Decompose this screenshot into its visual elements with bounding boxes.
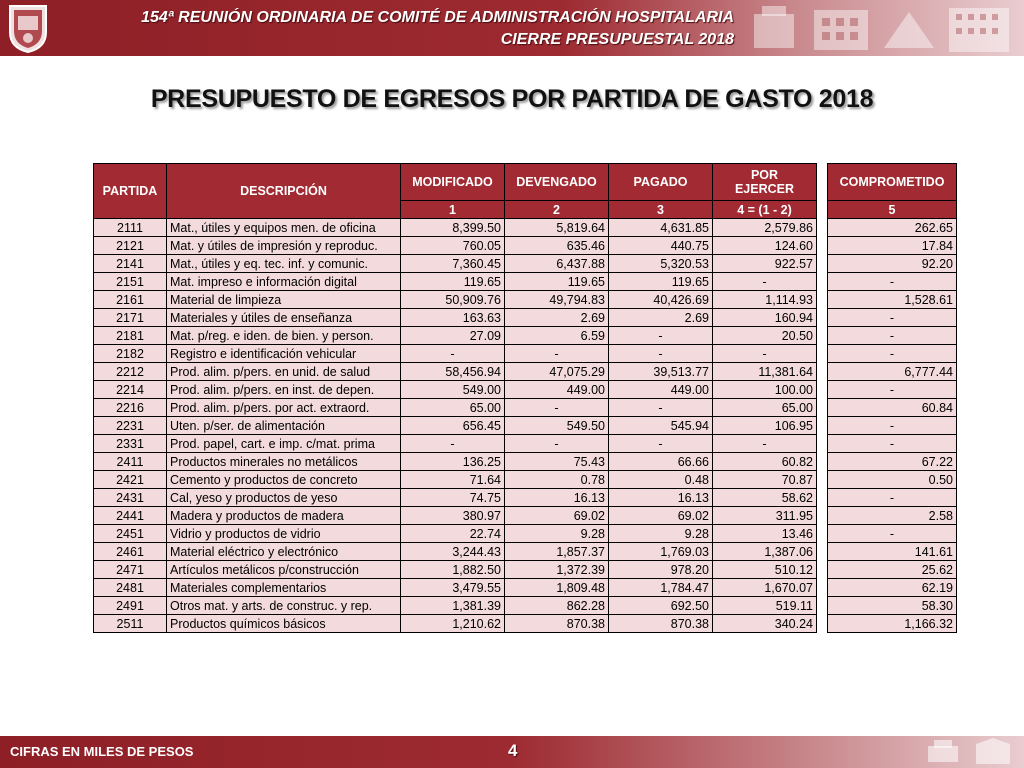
modificado-cell: - <box>401 435 505 453</box>
descripcion-cell: Uten. p/ser. de alimentación <box>167 417 401 435</box>
por-ejercer-cell: 160.94 <box>713 309 817 327</box>
devengado-cell: 549.50 <box>505 417 609 435</box>
modificado-cell: 1,882.50 <box>401 561 505 579</box>
partida-cell: 2111 <box>94 219 167 237</box>
devengado-cell: 69.02 <box>505 507 609 525</box>
devengado-cell: 449.00 <box>505 381 609 399</box>
column-gap <box>817 164 828 219</box>
column-gap <box>817 237 828 255</box>
column-gap <box>817 471 828 489</box>
partida-cell: 2471 <box>94 561 167 579</box>
descripcion-cell: Registro e identificación vehicular <box>167 345 401 363</box>
devengado-cell: 16.13 <box>505 489 609 507</box>
devengado-cell: 635.46 <box>505 237 609 255</box>
devengado-cell: 1,372.39 <box>505 561 609 579</box>
comprometido-cell: 262.65 <box>828 219 957 237</box>
header-band <box>0 0 1024 56</box>
por-ejercer-cell: 510.12 <box>713 561 817 579</box>
column-gap <box>817 291 828 309</box>
table-row <box>94 435 957 453</box>
column-gap <box>817 435 828 453</box>
header-partida: PARTIDA <box>94 164 167 219</box>
comprometido-cell: 58.30 <box>828 597 957 615</box>
devengado-cell: - <box>505 345 609 363</box>
partida-cell: 2331 <box>94 435 167 453</box>
pagado-cell: 440.75 <box>609 237 713 255</box>
comprometido-cell: - <box>828 345 957 363</box>
por-ejercer-cell: - <box>713 345 817 363</box>
devengado-cell: 47,075.29 <box>505 363 609 381</box>
modificado-cell: 65.00 <box>401 399 505 417</box>
modificado-cell: 136.25 <box>401 453 505 471</box>
column-gap <box>817 381 828 399</box>
institution-logos-icon <box>914 736 1024 768</box>
budget-table <box>93 163 957 633</box>
partida-cell: 2481 <box>94 579 167 597</box>
por-ejercer-cell: 11,381.64 <box>713 363 817 381</box>
table-row <box>94 417 957 435</box>
por-ejercer-cell: 65.00 <box>713 399 817 417</box>
hospital-collage-icon <box>734 0 1024 56</box>
modificado-cell: 656.45 <box>401 417 505 435</box>
partida-cell: 2451 <box>94 525 167 543</box>
modificado-cell: 27.09 <box>401 327 505 345</box>
pagado-cell: 69.02 <box>609 507 713 525</box>
table-row <box>94 453 957 471</box>
header-comprometido: COMPROMETIDO <box>828 164 957 201</box>
pagado-cell: 119.65 <box>609 273 713 291</box>
por-ejercer-cell: 70.87 <box>713 471 817 489</box>
subheader-2: 2 <box>505 201 609 219</box>
por-ejercer-cell: - <box>713 435 817 453</box>
page-title: PRESUPUESTO DE EGRESOS POR PARTIDA DE GASTO 2018 <box>150 85 874 113</box>
pagado-cell: 40,426.69 <box>609 291 713 309</box>
partida-cell: 2431 <box>94 489 167 507</box>
descripcion-cell: Material de limpieza <box>167 291 401 309</box>
modificado-cell: 50,909.76 <box>401 291 505 309</box>
partida-cell: 2151 <box>94 273 167 291</box>
pagado-cell: 66.66 <box>609 453 713 471</box>
column-gap <box>817 363 828 381</box>
comprometido-cell: 25.62 <box>828 561 957 579</box>
subheader-5: 5 <box>828 201 957 219</box>
header-descripcion: DESCRIPCIÓN <box>167 164 401 219</box>
devengado-cell: 9.28 <box>505 525 609 543</box>
por-ejercer-cell: 20.50 <box>713 327 817 345</box>
table-row <box>94 597 957 615</box>
modificado-cell: 1,210.62 <box>401 615 505 633</box>
comprometido-cell: 60.84 <box>828 399 957 417</box>
devengado-cell: 6.59 <box>505 327 609 345</box>
modificado-cell: - <box>401 345 505 363</box>
partida-cell: 2216 <box>94 399 167 417</box>
pagado-cell: 449.00 <box>609 381 713 399</box>
por-ejercer-cell: 124.60 <box>713 237 817 255</box>
por-ejercer-cell: 100.00 <box>713 381 817 399</box>
pagado-cell: - <box>609 345 713 363</box>
comprometido-cell: 141.61 <box>828 543 957 561</box>
por-ejercer-cell: 13.46 <box>713 525 817 543</box>
column-gap <box>817 273 828 291</box>
partida-cell: 2214 <box>94 381 167 399</box>
partida-cell: 2171 <box>94 309 167 327</box>
descripcion-cell: Cal, yeso y productos de yeso <box>167 489 401 507</box>
devengado-cell: - <box>505 435 609 453</box>
subheader-1: 1 <box>401 201 505 219</box>
partida-cell: 2161 <box>94 291 167 309</box>
modificado-cell: 1,381.39 <box>401 597 505 615</box>
table-row <box>94 507 957 525</box>
por-ejercer-cell: 922.57 <box>713 255 817 273</box>
column-gap <box>817 507 828 525</box>
column-gap <box>817 399 828 417</box>
table-row <box>94 381 957 399</box>
partida-cell: 2141 <box>94 255 167 273</box>
modificado-cell: 3,479.55 <box>401 579 505 597</box>
descripcion-cell: Productos químicos básicos <box>167 615 401 633</box>
devengado-cell: 870.38 <box>505 615 609 633</box>
table-row <box>94 237 957 255</box>
descripcion-cell: Mat. y útiles de impresión y reproduc. <box>167 237 401 255</box>
descripcion-cell: Productos minerales no metálicos <box>167 453 401 471</box>
header-modificado: MODIFICADO <box>401 164 505 201</box>
modificado-cell: 7,360.45 <box>401 255 505 273</box>
page-number: 4 <box>508 741 518 760</box>
por-ejercer-cell: 106.95 <box>713 417 817 435</box>
descripcion-cell: Prod. alim. p/pers. por act. extraord. <box>167 399 401 417</box>
comprometido-cell: 2.58 <box>828 507 957 525</box>
subheader-3: 3 <box>609 201 713 219</box>
comprometido-cell: - <box>828 435 957 453</box>
partida-cell: 2231 <box>94 417 167 435</box>
university-shield-icon <box>4 2 52 54</box>
descripcion-cell: Mat. impreso e información digital <box>167 273 401 291</box>
column-gap <box>817 615 828 633</box>
partida-cell: 2411 <box>94 453 167 471</box>
header-devengado: DEVENGADO <box>505 164 609 201</box>
pagado-cell: 1,784.47 <box>609 579 713 597</box>
comprometido-cell: 1,166.32 <box>828 615 957 633</box>
modificado-cell: 549.00 <box>401 381 505 399</box>
descripcion-cell: Otros mat. y arts. de construc. y rep. <box>167 597 401 615</box>
pagado-cell: 16.13 <box>609 489 713 507</box>
table-row <box>94 363 957 381</box>
por-ejercer-cell: 340.24 <box>713 615 817 633</box>
pagado-cell: 692.50 <box>609 597 713 615</box>
partida-cell: 2421 <box>94 471 167 489</box>
column-gap <box>817 219 828 237</box>
table-row <box>94 255 957 273</box>
table-row <box>94 291 957 309</box>
comprometido-cell: 62.19 <box>828 579 957 597</box>
pagado-cell: 870.38 <box>609 615 713 633</box>
table-row <box>94 543 957 561</box>
column-gap <box>817 453 828 471</box>
por-ejercer-cell: 2,579.86 <box>713 219 817 237</box>
partida-cell: 2182 <box>94 345 167 363</box>
modificado-cell: 74.75 <box>401 489 505 507</box>
pagado-cell: 9.28 <box>609 525 713 543</box>
table-row <box>94 561 957 579</box>
pagado-cell: 1,769.03 <box>609 543 713 561</box>
devengado-cell: 1,857.37 <box>505 543 609 561</box>
devengado-cell: 5,819.64 <box>505 219 609 237</box>
table-row <box>94 327 957 345</box>
descripcion-cell: Material eléctrico y electrónico <box>167 543 401 561</box>
footer-band <box>0 736 1024 768</box>
por-ejercer-cell: 58.62 <box>713 489 817 507</box>
por-ejercer-cell: 1,387.06 <box>713 543 817 561</box>
partida-cell: 2461 <box>94 543 167 561</box>
table-row <box>94 471 957 489</box>
table-row <box>94 219 957 237</box>
modificado-cell: 71.64 <box>401 471 505 489</box>
budget-table-body <box>94 219 957 633</box>
partida-cell: 2491 <box>94 597 167 615</box>
comprometido-cell: - <box>828 489 957 507</box>
comprometido-cell: 17.84 <box>828 237 957 255</box>
comprometido-cell: - <box>828 525 957 543</box>
column-gap <box>817 525 828 543</box>
comprometido-cell: - <box>828 327 957 345</box>
pagado-cell: - <box>609 399 713 417</box>
descripcion-cell: Prod. alim. p/pers. en unid. de salud <box>167 363 401 381</box>
modificado-cell: 163.63 <box>401 309 505 327</box>
comprometido-cell: 1,528.61 <box>828 291 957 309</box>
descripcion-cell: Vidrio y productos de vidrio <box>167 525 401 543</box>
table-row <box>94 309 957 327</box>
comprometido-cell: 0.50 <box>828 471 957 489</box>
partida-cell: 2181 <box>94 327 167 345</box>
partida-cell: 2441 <box>94 507 167 525</box>
por-ejercer-cell: 1,670.07 <box>713 579 817 597</box>
comprometido-cell: - <box>828 417 957 435</box>
por-ejercer-cell: 519.11 <box>713 597 817 615</box>
comprometido-cell: - <box>828 273 957 291</box>
descripcion-cell: Mat., útiles y equipos men. de oficina <box>167 219 401 237</box>
meeting-subtitle: CIERRE PRESUPUESTAL 2018 <box>500 31 734 48</box>
modificado-cell: 8,399.50 <box>401 219 505 237</box>
header-por-ejercer-line2: EJERCER <box>734 182 795 196</box>
pagado-cell: 0.48 <box>609 471 713 489</box>
partida-cell: 2511 <box>94 615 167 633</box>
devengado-cell: 1,809.48 <box>505 579 609 597</box>
descripcion-cell: Cemento y productos de concreto <box>167 471 401 489</box>
meeting-title: 154ª REUNIÓN ORDINARIA DE COMITÉ DE ADMINISTRACIÓN HOSPITALARIA <box>141 9 734 26</box>
modificado-cell: 3,244.43 <box>401 543 505 561</box>
table-row <box>94 615 957 633</box>
table-row <box>94 525 957 543</box>
devengado-cell: 119.65 <box>505 273 609 291</box>
comprometido-cell: - <box>828 381 957 399</box>
partida-cell: 2212 <box>94 363 167 381</box>
modificado-cell: 380.97 <box>401 507 505 525</box>
devengado-cell: 2.69 <box>505 309 609 327</box>
table-row <box>94 399 957 417</box>
column-gap <box>817 597 828 615</box>
devengado-cell: 75.43 <box>505 453 609 471</box>
comprometido-cell: - <box>828 309 957 327</box>
devengado-cell: 49,794.83 <box>505 291 609 309</box>
table-row <box>94 579 957 597</box>
modificado-cell: 760.05 <box>401 237 505 255</box>
comprometido-cell: 67.22 <box>828 453 957 471</box>
pagado-cell: 4,631.85 <box>609 219 713 237</box>
header-pagado: PAGADO <box>609 164 713 201</box>
column-gap <box>817 309 828 327</box>
column-gap <box>817 489 828 507</box>
table-row <box>94 345 957 363</box>
column-gap <box>817 327 828 345</box>
header-por-ejercer-line1: POR <box>750 168 779 182</box>
column-gap <box>817 579 828 597</box>
table-row <box>94 273 957 291</box>
pagado-cell: - <box>609 327 713 345</box>
footer-note: CIFRAS EN MILES DE PESOS <box>10 744 194 759</box>
column-gap <box>817 561 828 579</box>
header-por-ejercer <box>713 164 817 201</box>
por-ejercer-cell: - <box>713 273 817 291</box>
pagado-cell: - <box>609 435 713 453</box>
descripcion-cell: Mat. p/reg. e iden. de bien. y person. <box>167 327 401 345</box>
column-gap <box>817 543 828 561</box>
pagado-cell: 5,320.53 <box>609 255 713 273</box>
pagado-cell: 2.69 <box>609 309 713 327</box>
por-ejercer-cell: 311.95 <box>713 507 817 525</box>
table-row <box>94 489 957 507</box>
pagado-cell: 545.94 <box>609 417 713 435</box>
pagado-cell: 39,513.77 <box>609 363 713 381</box>
partida-cell: 2121 <box>94 237 167 255</box>
devengado-cell: - <box>505 399 609 417</box>
descripcion-cell: Prod. papel, cart. e imp. c/mat. prima <box>167 435 401 453</box>
comprometido-cell: 92.20 <box>828 255 957 273</box>
comprometido-cell: 6,777.44 <box>828 363 957 381</box>
descripcion-cell: Materiales complementarios <box>167 579 401 597</box>
descripcion-cell: Artículos metálicos p/construcción <box>167 561 401 579</box>
pagado-cell: 978.20 <box>609 561 713 579</box>
column-gap <box>817 255 828 273</box>
modificado-cell: 58,456.94 <box>401 363 505 381</box>
column-gap <box>817 417 828 435</box>
column-gap <box>817 345 828 363</box>
modificado-cell: 119.65 <box>401 273 505 291</box>
subheader-4: 4 = (1 - 2) <box>713 201 817 219</box>
devengado-cell: 0.78 <box>505 471 609 489</box>
devengado-cell: 6,437.88 <box>505 255 609 273</box>
modificado-cell: 22.74 <box>401 525 505 543</box>
descripcion-cell: Mat., útiles y eq. tec. inf. y comunic. <box>167 255 401 273</box>
descripcion-cell: Madera y productos de madera <box>167 507 401 525</box>
devengado-cell: 862.28 <box>505 597 609 615</box>
descripcion-cell: Prod. alim. p/pers. en inst. de depen. <box>167 381 401 399</box>
por-ejercer-cell: 60.82 <box>713 453 817 471</box>
por-ejercer-cell: 1,114.93 <box>713 291 817 309</box>
descripcion-cell: Materiales y útiles de enseñanza <box>167 309 401 327</box>
